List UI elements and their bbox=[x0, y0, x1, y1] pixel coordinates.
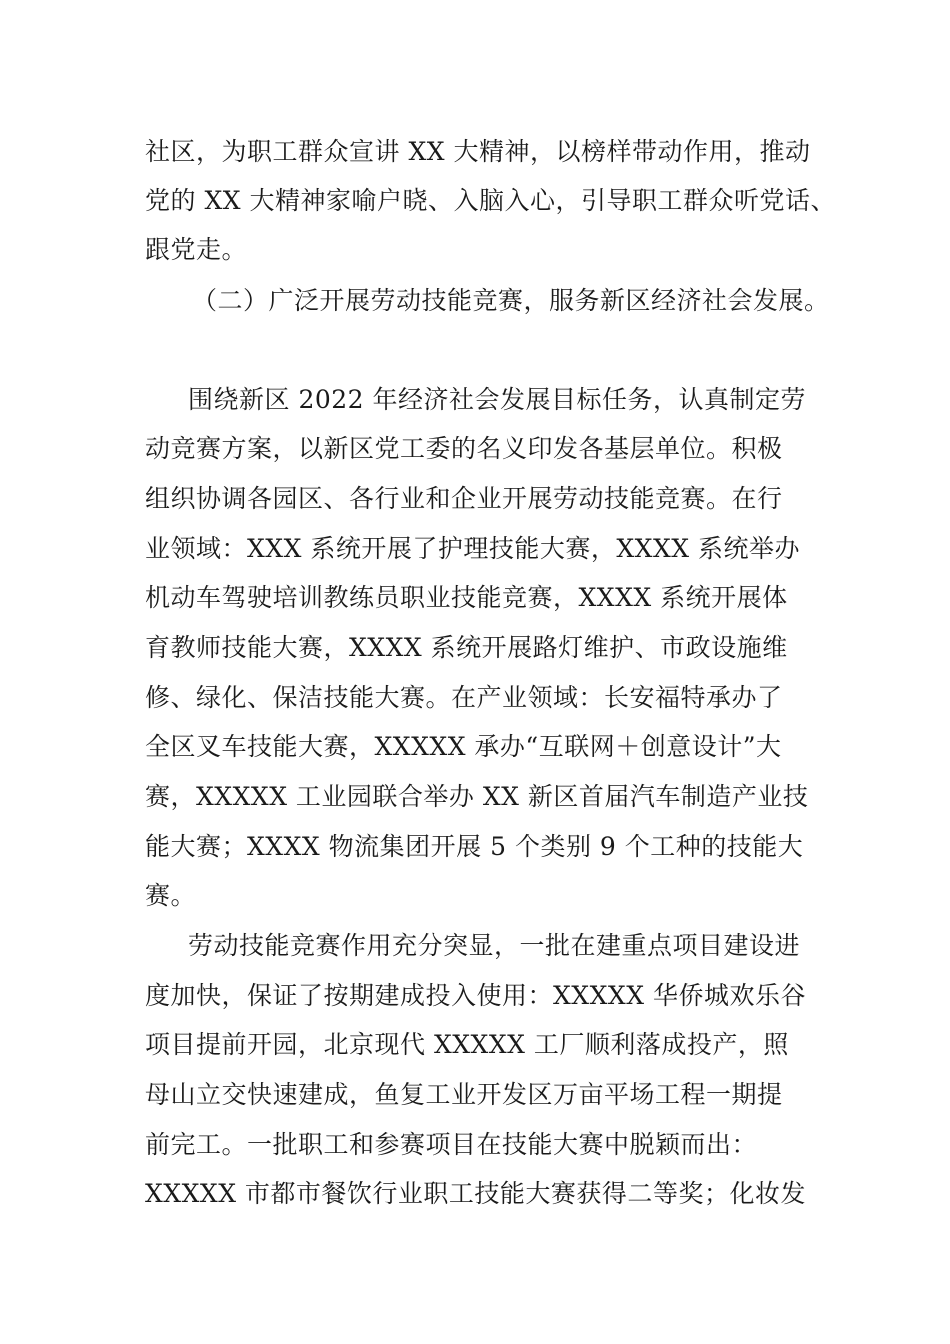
body-text-line: 能大赛；XXXX 物流集团开展 5 个类别 9 个工种的技能大 bbox=[145, 832, 804, 861]
body-text-line: 全区叉车技能大赛，XXXXX 承办“互联网＋创意设计”大 bbox=[145, 732, 782, 761]
body-text-line: 项目提前开园，北京现代 XXXXX 工厂顺利落成投产，照 bbox=[145, 1030, 789, 1059]
body-text-line: XXXXX 市都市餐饮行业职工技能大赛获得二等奖；化妆发 bbox=[145, 1179, 806, 1208]
body-text-line: 赛，XXXXX 工业园联合举办 XX 新区首届汽车制造产业技 bbox=[145, 782, 809, 811]
body-text-line: 业领域：XXX 系统开展了护理技能大赛，XXXX 系统举办 bbox=[145, 534, 800, 563]
body-text-line: 动竞赛方案，以新区党工委的名义印发各基层单位。积极 bbox=[145, 434, 783, 463]
body-text-line: 度加快，保证了按期建成投入使用：XXXXX 华侨城欢乐谷 bbox=[145, 981, 806, 1010]
body-text-line: 劳动技能竞赛作用充分突显，一批在建重点项目建设进 bbox=[188, 931, 801, 960]
body-text-line: 跟党走。 bbox=[145, 235, 248, 264]
body-text-line: 围绕新区 2022 年经济社会发展目标任务，认真制定劳 bbox=[188, 385, 807, 414]
body-text-line: 前完工。一批职工和参赛项目在技能大赛中脱颖而出： bbox=[145, 1130, 758, 1159]
body-text-line: 社区，为职工群众宣讲 XX 大精神，以榜样带动作用，推动 bbox=[145, 137, 811, 166]
body-text-line: 修、绿化、保洁技能大赛。在产业领域：长安福特承办了 bbox=[145, 683, 783, 712]
body-text-line: 赛。 bbox=[145, 881, 197, 910]
body-text-line: 机动车驾驶培训教练员职业技能竞赛，XXXX 系统开展体 bbox=[145, 583, 788, 612]
body-text-line: 组织协调各园区、各行业和企业开展劳动技能竞赛。在行 bbox=[145, 484, 783, 513]
body-text-line: 母山立交快速建成，鱼复工业开发区万亩平场工程一期提 bbox=[145, 1080, 783, 1109]
body-text-line: 育教师技能大赛，XXXX 系统开展路灯维护、市政设施维 bbox=[145, 633, 788, 662]
body-text-line: 党的 XX 大精神家喻户晓、入脑入心，引导职工群众听党话、 bbox=[145, 186, 836, 215]
section-heading: （二）广泛开展劳动技能竞赛，服务新区经济社会发展。 bbox=[192, 286, 830, 315]
